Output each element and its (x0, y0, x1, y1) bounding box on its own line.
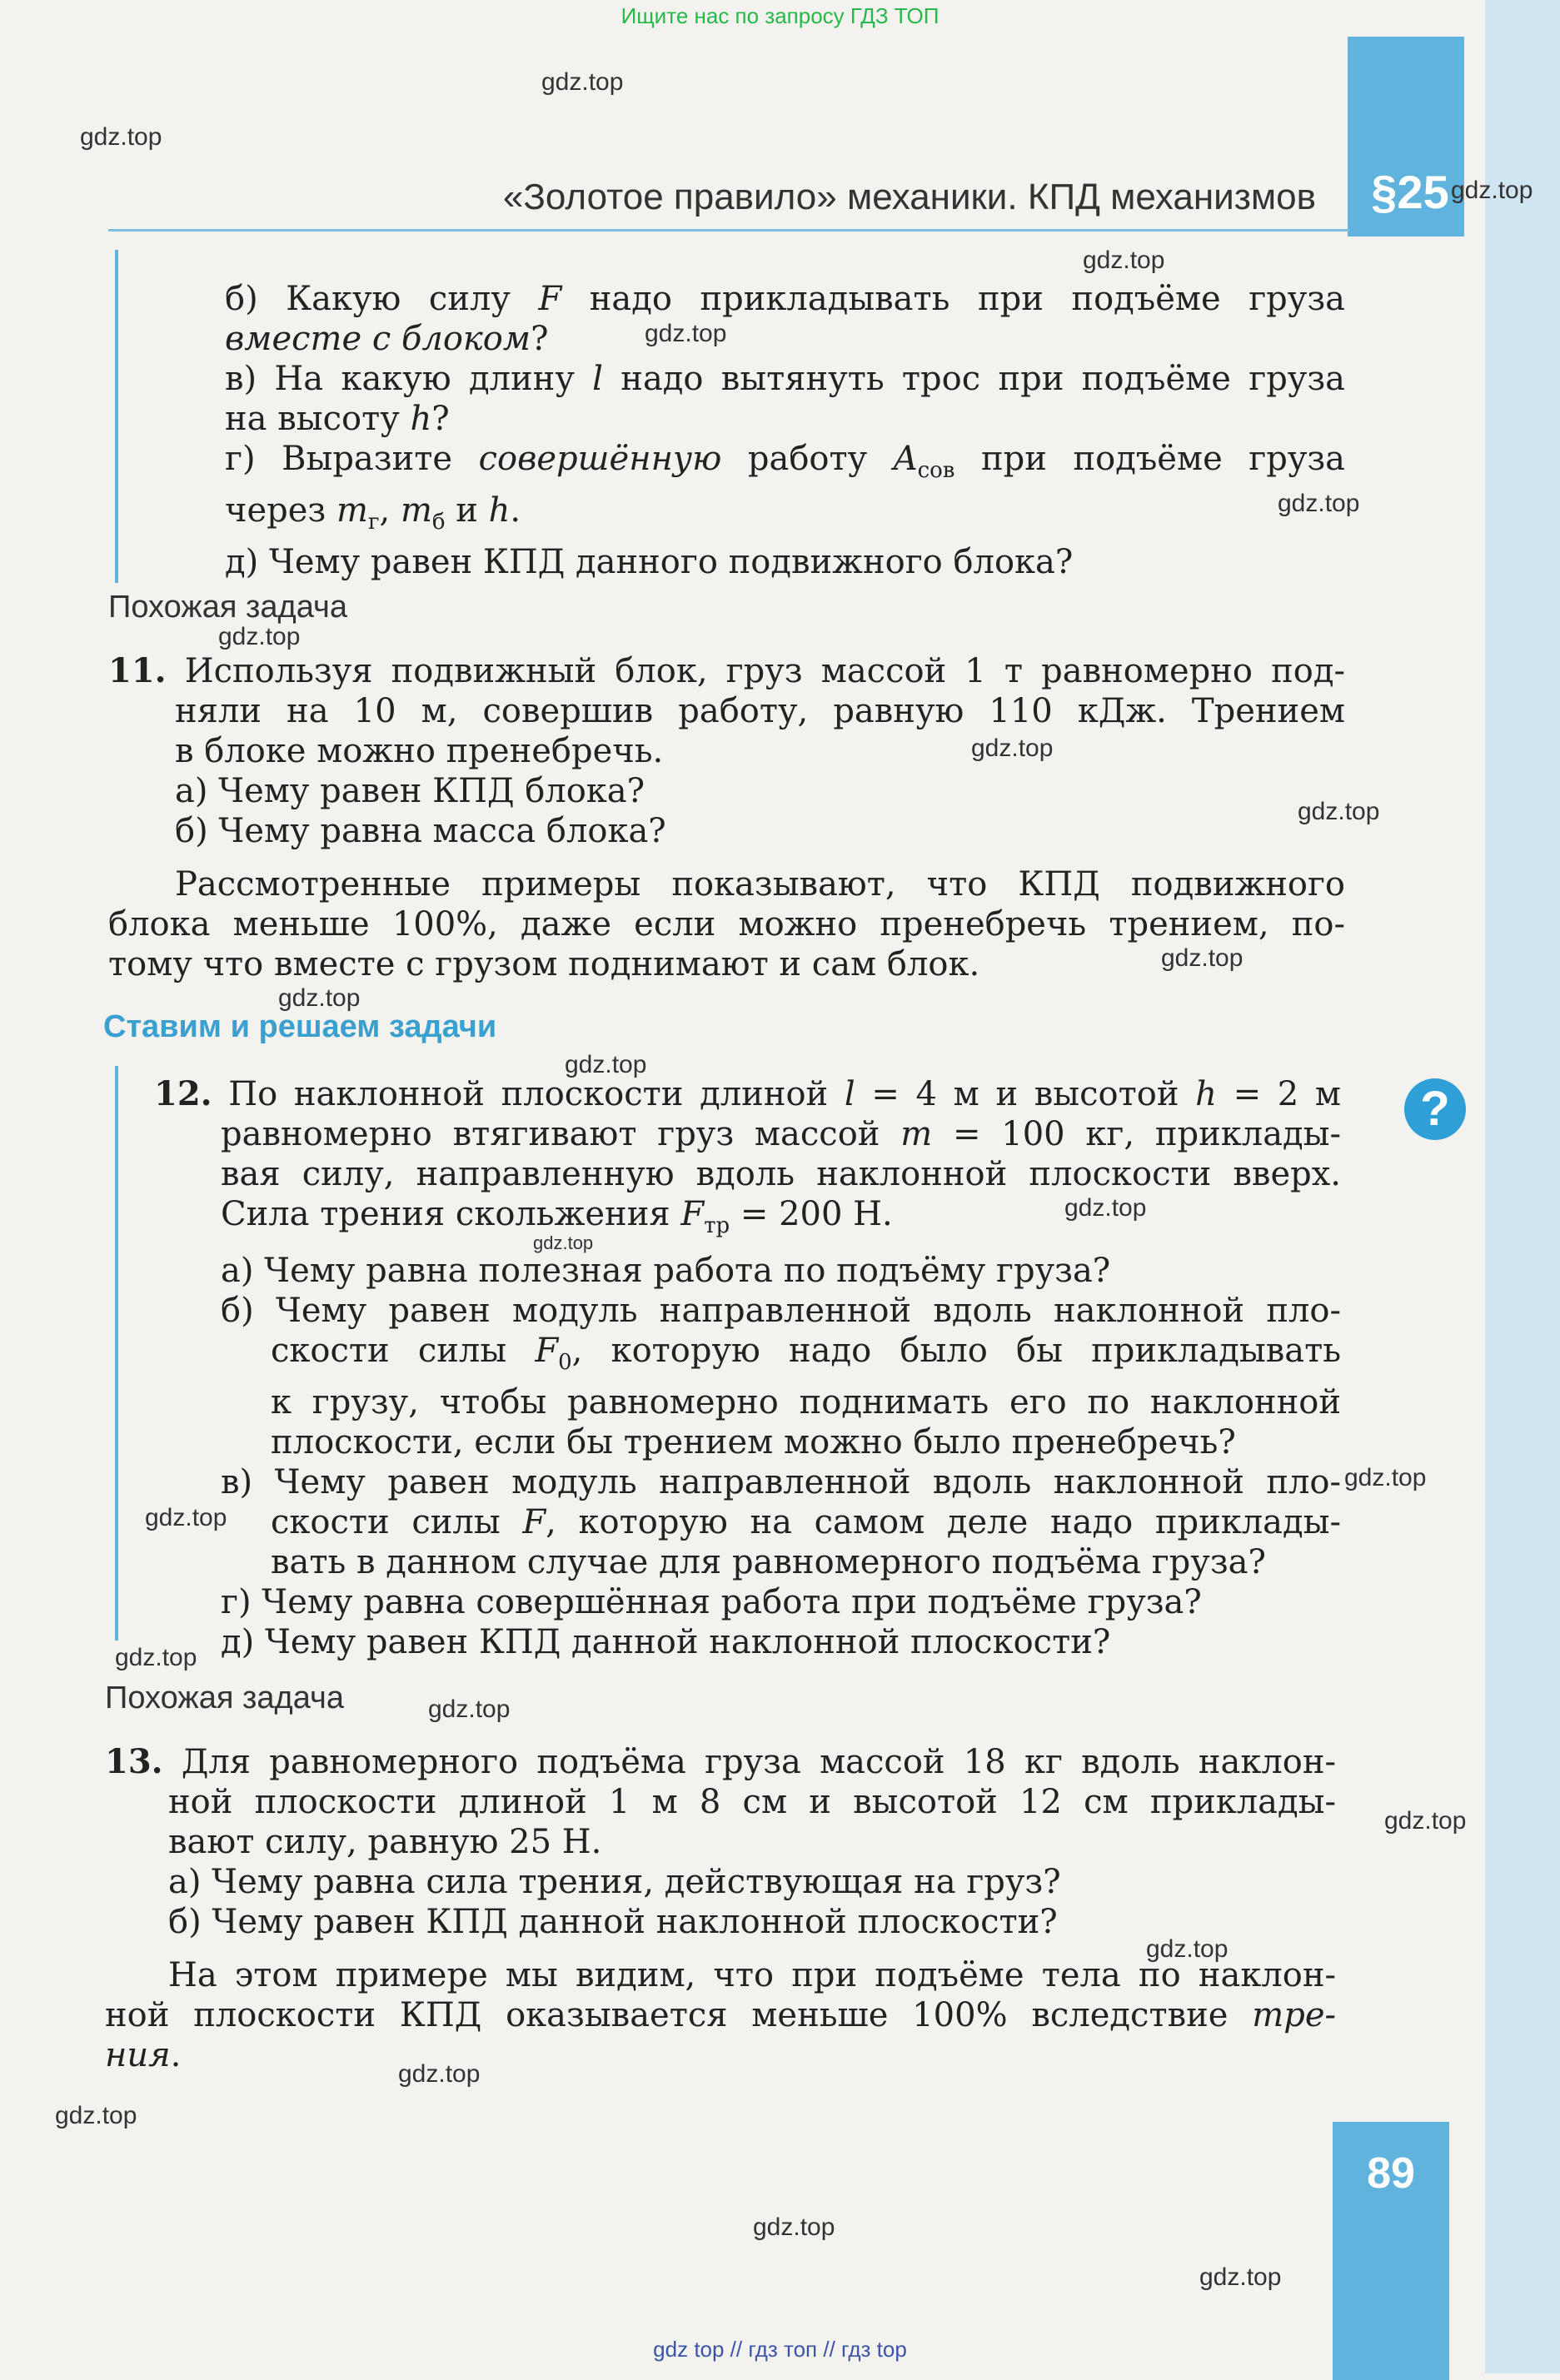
watermark: gdz.top (1298, 798, 1380, 825)
watermark: gdz.top (971, 734, 1054, 762)
task-11-question-a: а) Чему равен КПД блока? (175, 772, 645, 810)
question-g: г) Выразите совершённую работу $A_{сов}$ при подъёме груза (225, 440, 1346, 483)
watermark: gdz.top (145, 1504, 227, 1531)
task-11-line: 11. Используя подвижный блок, груз массой 1 т равномерно под- (108, 651, 1346, 690)
watermark: gdz.top (1344, 1464, 1427, 1491)
task-11-line: няли на 10 м, совершив работу, равную 110 кДж. Трением (175, 692, 1345, 730)
right-margin-strip (1485, 0, 1560, 2373)
running-title: «Золотое правило» механики. КПД механизмов (502, 177, 1316, 217)
watermark: gdz.top (565, 1051, 647, 1078)
task-12-line: вая силу, направленную вдоль наклонной плоскости вверх. (221, 1155, 1341, 1193)
task-12-question-g: г) Чему равна совершённая работа при подъёме груза? (221, 1583, 1202, 1621)
watermark: gdz.top (1451, 177, 1533, 204)
question-v: в) На какую длину l надо вытянуть трос при подъёме груза (225, 360, 1346, 398)
header-rule (108, 229, 1349, 232)
question-icon: ? (1404, 1078, 1466, 1140)
section-number: §25 (1371, 166, 1449, 218)
task-12-line: 12. По наклонной плоскости длиной l = 4 м и высотой h = 2 м (154, 1074, 1342, 1113)
subheading: Ставим и решаем задачи (103, 1009, 497, 1044)
task-12-question-d: д) Чему равен КПД данной наклонной плоскости? (221, 1623, 1111, 1661)
page-number: 89 (1367, 2149, 1415, 2198)
task-13-question-a: а) Чему равна сила трения, действующая на груз? (168, 1863, 1061, 1901)
watermark: gdz.top (541, 68, 624, 96)
watermark: gdz.top (1083, 246, 1165, 274)
watermark: gdz.top (1146, 1935, 1229, 1963)
similar-task-label: Похожая задача (108, 590, 347, 625)
task-12-question-b: к грузу, чтобы равномерно поднимать его по наклонной (271, 1383, 1341, 1422)
task-12-question-b: скости силы $F_0$, которую надо было бы прикладывать (271, 1332, 1342, 1375)
task-12-question-b: б) Чему равен модуль направленной вдоль наклонной пло- (221, 1292, 1341, 1330)
watermark: gdz.top (753, 2213, 835, 2241)
task-11 (108, 651, 1345, 851)
watermark: gdz.top (1278, 490, 1360, 517)
watermark: gdz.top (533, 1232, 594, 1253)
task-13-line: вают силу, равную 25 Н. (168, 1823, 602, 1861)
watermark: gdz.top (398, 2060, 481, 2088)
task-12-question-v: в) Чему равен модуль направленной вдоль наклонной пло- (221, 1463, 1341, 1501)
task-continued (225, 279, 1345, 582)
task-13 (105, 1742, 1336, 1942)
question-b-cont: вместе с блоком? (225, 320, 549, 358)
task-12-question-b: плоскости, если бы трением можно было пренебречь? (271, 1423, 1236, 1461)
task-12-question-v: вать в данном случае для равномерного подъёма груза? (271, 1543, 1266, 1581)
watermark: gdz.top (1199, 2263, 1282, 2291)
task-13-line: 13. Для равномерного подъёма груза массой 18 кг вдоль наклон- (105, 1742, 1336, 1781)
task-12-question-v: скости силы F, которую на самом деле надо приклады- (271, 1503, 1342, 1541)
task-12-question-a: а) Чему равна полезная работа по подъёму груза? (221, 1252, 1111, 1290)
task-12-line: равномерно втягивают груз массой m = 100 кг, приклады- (221, 1115, 1342, 1153)
top-banner[interactable]: Ищите нас по запросу ГДЗ ТОП (621, 3, 939, 28)
task-11-question-b: б) Чему равна масса блока? (175, 812, 666, 850)
question-d: д) Чему равен КПД данного подвижного блока? (225, 543, 1074, 581)
paragraph-conclusion-1: Рассмотренные примеры показывают, что КПД подвижного блока меньше 100%, даже если можно пренебречь трением, по- тому что вместе с грузом поднимают и сам блок. (108, 865, 1345, 983)
watermark: gdz.top (645, 320, 727, 347)
watermark: gdz.top (55, 2102, 137, 2129)
task-13-line: ной плоскости длиной 1 м 8 см и высотой 12 см приклады- (168, 1783, 1336, 1821)
task-11-line: в блоке можно пренебречь. (175, 732, 664, 770)
paragraph-conclusion-2: На этом примере мы видим, что при подъёме тела по наклон- ной плоскости КПД оказывается меньше 100% вследствие тре- ния. (105, 1956, 1337, 2074)
task-12 (154, 1074, 1341, 1662)
watermark: gdz.top (218, 623, 301, 650)
watermark: gdz.top (1064, 1194, 1147, 1222)
left-accent-bar (115, 250, 118, 583)
watermark: gdz.top (115, 1644, 197, 1671)
task-12-line: Сила трения скольжения $F_{тр} = 200$ Н. (221, 1195, 893, 1238)
question-v-cont: на высоту h? (225, 400, 450, 438)
question-g-cont: через $m_г$, $m_б$ и h. (225, 491, 521, 535)
left-accent-bar (115, 1066, 118, 1641)
watermark: gdz.top (80, 123, 162, 151)
watermark: gdz.top (1384, 1807, 1467, 1835)
watermark: gdz.top (428, 1695, 511, 1723)
watermark: gdz.top (1161, 944, 1244, 972)
footer-links[interactable]: gdz top // гдз топ // гдз top (653, 2337, 907, 2362)
task-13-question-b: б) Чему равен КПД данной наклонной плоскости? (168, 1903, 1058, 1941)
question-b: б) Какую силу F надо прикладывать при подъёме груза (225, 280, 1345, 318)
watermark: gdz.top (278, 984, 361, 1012)
similar-task-label: Похожая задача (105, 1680, 344, 1715)
